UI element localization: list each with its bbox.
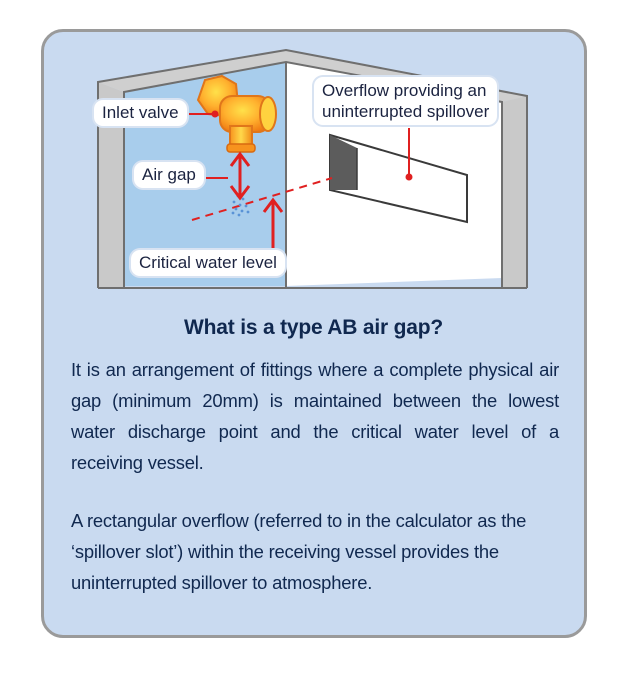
vessel-right-wall xyxy=(502,96,527,288)
overflow-label xyxy=(314,77,497,125)
overflow-paragraph: A rectangular overflow (referred to in the calculator as the ‘spillover slot’) within the receiving vessel provides the uninterrupted spillover to atmosphere. xyxy=(71,510,527,593)
air-gap-diagram xyxy=(0,0,627,320)
air-gap-label: Air gap xyxy=(134,162,204,188)
inlet-valve-label: Inlet valve xyxy=(94,100,187,126)
critical-water-level-label: Critical water level xyxy=(131,250,285,276)
overflow-label-line-1: Overflow providing an xyxy=(322,81,487,100)
overflow-label-line-2: uninterrupted spillover xyxy=(322,102,490,121)
panel-title: What is a type AB air gap? xyxy=(184,316,443,339)
definition-paragraph: It is an arrangement of fittings where a complete physical air gap (minimum 20mm) is maintained between the lowest water discharge point and the critical water level of a receiving vessel. xyxy=(71,359,559,473)
